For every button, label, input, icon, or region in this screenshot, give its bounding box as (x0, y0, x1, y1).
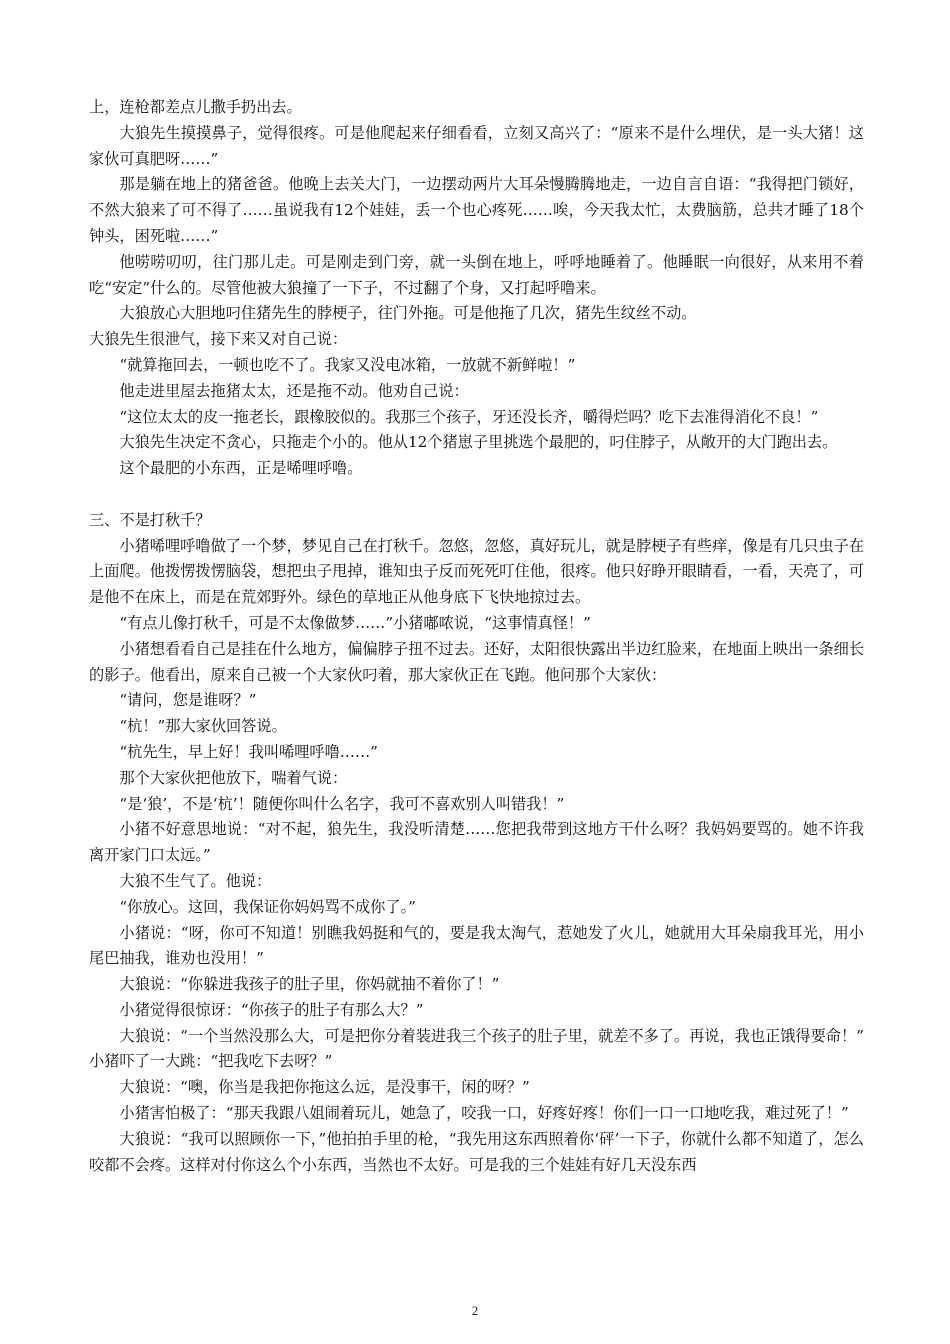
paragraph: 那是躺在地上的猪爸爸。他晚上去关大门，一边摆动两片大耳朵慢腾腾地走，一边自言自语：“我得把门锁好，不然大狼来了可不得了……虽说我有12个娃娃，丢一个也心疼死……唉，今天我太忙，太费脑筋，总共才睡了18个钟头，困死啦……” (89, 175, 864, 245)
paragraph: 小猪唏哩呼噜做了一个梦，梦见自己在打秋千。忽悠，忽悠，真好玩儿，就是脖梗子有些痒，像是有几只虫子在上面爬。他拨愣拨愣脑袋，想把虫子甩掉，谁知虫子反而死死叮住他，很疼。他只好睁开眼睛看，一看，天亮了，可是他不在床上，而是在荒郊野外。绿色的草地正从他身底下飞快地掠过去。 (89, 536, 864, 607)
paragraph: “这位太太的皮一拖老长，跟橡胶似的。我那三个孩子，牙还没长齐，嚼得烂吗？吃下去准得消化不良！” (119, 407, 819, 426)
paragraph: “杭！”那大家伙回答说。 (119, 717, 287, 736)
paragraph: 那个大家伙把他放下，喘着气说： (119, 768, 348, 787)
section-heading: 三、不是打秋千？ (89, 510, 211, 529)
paragraph: 上，连枪都差点儿撒手扔出去。 (89, 98, 302, 116)
paragraph: “就算拖回去，一顿也吃不了。我家又没电冰箱，一放就不新鲜啦！” (119, 355, 576, 374)
paragraph: 小猪觉得很惊讶：“你孩子的肚子有那么大？” (119, 1000, 424, 1019)
page-number: 2 (471, 1303, 479, 1318)
paragraph: 大狼说：“噢，你当是我把你拖这么远，是没事干，闲的呀？” (119, 1078, 530, 1097)
paragraph: 他走进里屋去拖猪太太，还是拖不动。他劝自己说： (119, 381, 469, 400)
paragraph: 大狼说：“你躲进我孩子的肚子里，你妈就抽不着你了！” (119, 975, 500, 994)
paragraph: 大狼说：“我可以照顾你一下，”他拍拍手里的枪，“我先用这东西照着你‘砰’一下子，你就什么都不知道了，怎么咬都不会疼。这样对付你这么个小东西，当然也不太好。可是我的三个娃娃有好几天没东西 (89, 1129, 864, 1174)
paragraph: 小猪吓了一大跳：“把我吃下去呀？” (89, 1052, 333, 1071)
body-text (89, 95, 864, 1178)
paragraph: 大狼不生气了。他说： (119, 871, 272, 890)
paragraph: 小猪说：“呀，你可不知道！别瞧我妈挺和气的，要是我太淘气，惹她发了火儿，她就用大耳朵扇我耳光，用小尾巴抽我，谁劝也没用！” (89, 923, 864, 968)
paragraph: 他唠唠叨叨，往门那儿走。可是刚走到门旁，就一头倒在地上，呼呼地睡着了。他睡眠一向很好，从来用不着吃“安定”什么的。尽管他被大狼撞了一下子，不过翻了个身，又打起呼噜来。 (89, 252, 864, 297)
paragraph: “有点儿像打秋千，可是不太像做梦……”小猪嘟哝说，“这事情真怪！” (119, 613, 591, 632)
paragraph: 大狼先生很泄气，接下来又对自己说： (89, 330, 348, 349)
paragraph: 大狼先生摸摸鼻子，觉得很疼。可是他爬起来仔细看看，立刻又高兴了：“原来不是什么埋伏，是一头大猪！这家伙可真肥呀……” (89, 123, 864, 168)
paragraph: 大狼放心大胆地叼住猪先生的脖梗子，往门外拖。可是他拖了几次，猪先生纹丝不动。 (119, 304, 697, 323)
paragraph: 小猪不好意思地说：“对不起，狼先生，我没听清楚……您把我带到这地方干什么呀？我妈妈要骂的。她不许我离开家门口太远。” (89, 820, 864, 865)
paragraph: “是‘狼’，不是‘杭’！随便你叫什么名字，我可不喜欢别人叫错我！” (119, 794, 565, 813)
paragraph: 大狼先生决定不贪心，只拖走个小的。他从12个猪崽子里挑选个最肥的，叼住脖子，从敞开的大门跑出去。 (119, 433, 838, 452)
paragraph: 小猪害怕极了：“那天我跟八姐闹着玩儿，她急了，咬我一口，好疼好疼！你们一口一口地吃我，难过死了！” (119, 1104, 849, 1123)
paragraph: “你放心。这回，我保证你妈妈骂不成你了。” (119, 897, 416, 916)
paragraph: “请问，您是谁呀？” (119, 691, 257, 710)
paragraph: “杭先生，早上好！我叫唏哩呼噜……” (119, 742, 378, 761)
paragraph: 小猪想看看自己是挂在什么地方，偏偏脖子扭不过去。还好，太阳很快露出半边红脸来，在地面上映出一条细长的影子。他看出，原来自己被一个大家伙叼着，那大家伙正在飞跑。他问那个大家伙： (89, 639, 864, 684)
blank-line (89, 482, 864, 508)
paragraph: 大狼说：“一个当然没那么大，可是把你分着装进我三个孩子的肚子里，就差不多了。再说，我也正饿得要命！” (119, 1026, 864, 1045)
paragraph: 这个最肥的小东西，正是唏哩呼噜。 (119, 459, 363, 478)
